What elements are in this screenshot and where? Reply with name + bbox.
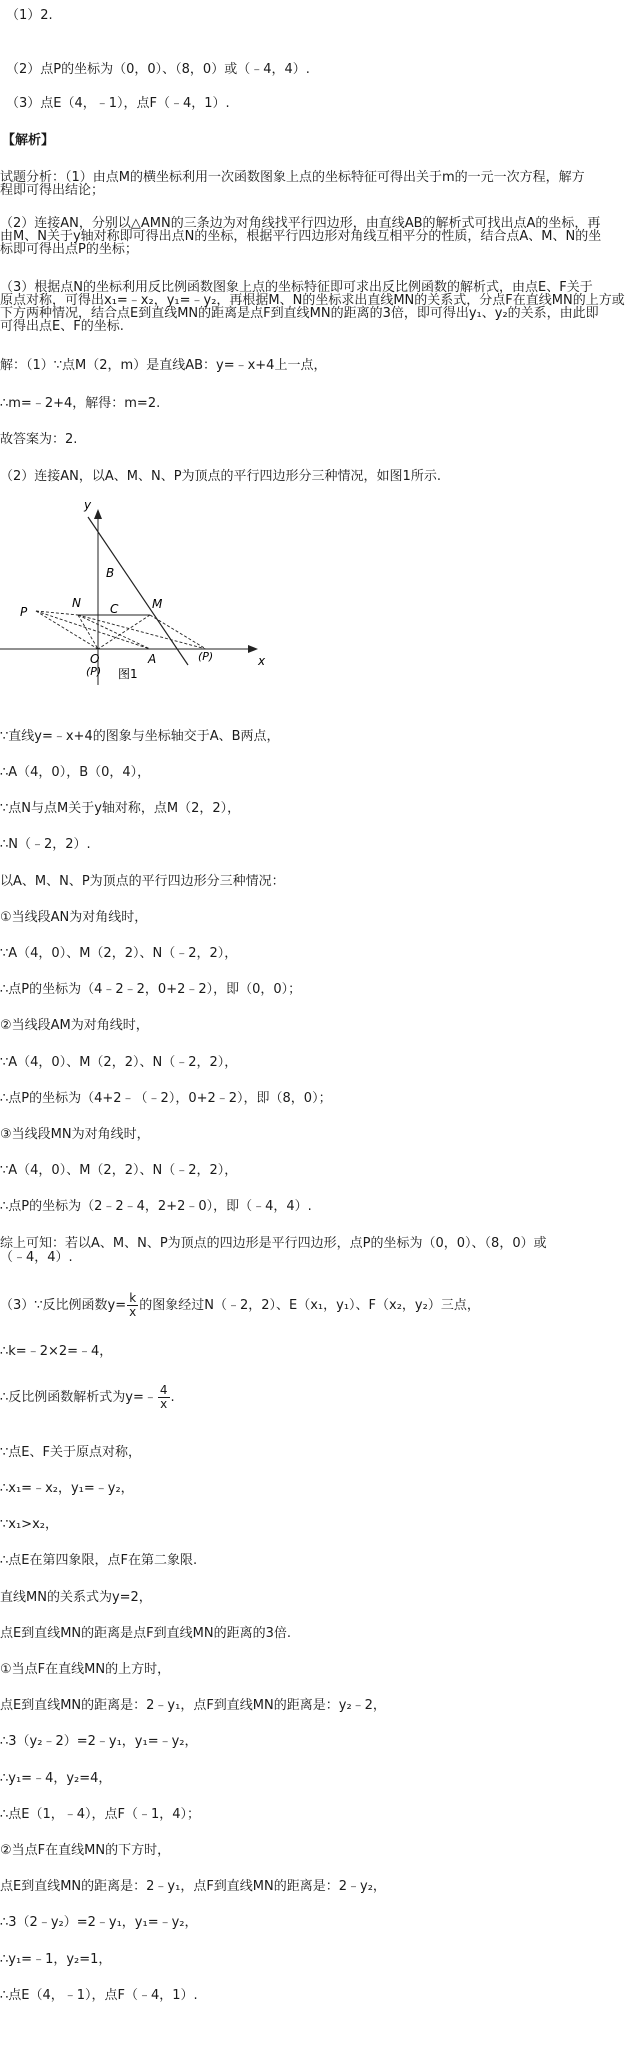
solution-line: ∵A（4，0）、M（2，2）、N（﹣2，2）， — [0, 946, 238, 961]
solution-line: ∴点P的坐标为（4﹣2﹣2，0+2﹣2），即（0，0）； — [0, 982, 302, 997]
fraction-denominator: x — [129, 1305, 137, 1319]
solution-line: ∴点E在第四象限，点F在第二象限. — [0, 1553, 198, 1568]
point-p-label: P — [20, 605, 28, 619]
analysis-line: （2）连接AN，分别以△AMN的三条边为对角线找平行四边形，由直线AB的解析式可找出点A的坐标，再 — [0, 216, 601, 231]
solution-line: ②当点F在直线MN的下方时， — [0, 1843, 171, 1858]
solution-line: ∴点E（4，﹣1），点F（﹣4，1）. — [0, 1988, 198, 2003]
analysis-line: 由M、N关于y轴对称即可得出点N的坐标，根据平行四边形对角线互相平分的性质，结合点A、M、N的坐 — [0, 229, 602, 244]
solution-line: ∴点P的坐标为（4+2﹣（﹣2），0+2﹣2），即（8，0）； — [0, 1091, 332, 1106]
point-p-bottom-label: (P) — [86, 665, 102, 678]
solution-line: ∴x₁=﹣x₂，y₁=﹣y₂， — [0, 1481, 134, 1496]
solution-line: ∵点N与点M关于y轴对称，点M（2，2）， — [0, 801, 241, 816]
x-axis-arrow-icon — [248, 645, 258, 653]
origin-label: O — [90, 652, 100, 666]
solution-line: 点E到直线MN的距离是：2﹣y₁，点F到直线MN的距离是：y₂﹣2， — [0, 1698, 386, 1713]
solution-line: ∴m=﹣2+4，解得：m=2. — [0, 396, 161, 411]
analysis-line: 程即可得出结论； — [0, 183, 105, 198]
solution-line: ∴点E（1，﹣4），点F（﹣1，4）； — [0, 1807, 201, 1822]
text-segment: . — [170, 1390, 175, 1405]
solution-line: ①当线段AN为对角线时， — [0, 910, 148, 925]
solution-line: ∵A（4，0）、M（2，2）、N（﹣2，2）， — [0, 1055, 238, 1070]
solution-line: 综上可知：若以A、M、N、P为顶点的四边形是平行四边形，点P的坐标为（0，0）、（8，0）或 — [0, 1236, 547, 1251]
solution-line: ③当线段MN为对角线时， — [0, 1127, 150, 1142]
fraction-4-over-x — [158, 1384, 170, 1411]
solution-line-fraction-2 — [0, 1384, 175, 1411]
solution-line: ∴N（﹣2，2）. — [0, 837, 91, 852]
solution-line: 直线MN的关系式为y=2， — [0, 1590, 152, 1605]
analysis-line: （3）根据点N的坐标利用反比例函数图象上点的坐标特征即可求出反比例函数的解析式，由点E、F关于 — [0, 280, 593, 295]
solution-line: （﹣4，4）. — [0, 1250, 73, 1265]
point-c-label: C — [110, 602, 119, 616]
solution-line: ∵x₁>x₂， — [0, 1517, 58, 1532]
answer-2: （2）点P的坐标为（0，0）、（8，0）或（﹣4，4）. — [6, 62, 310, 77]
solution-line: ∴y₁=﹣4，y₂=4， — [0, 1771, 112, 1786]
answer-1: （1）2. — [6, 8, 53, 23]
point-a-label: A — [148, 652, 157, 666]
figure-caption: 图1 — [118, 667, 138, 681]
point-p-right-label: (P) — [198, 650, 214, 663]
solution-line: ∵直线y=﹣x+4的图象与坐标轴交于A、B两点， — [0, 729, 280, 744]
point-b-label: B — [106, 566, 115, 580]
fraction-k-over-x — [127, 1292, 138, 1319]
solution-line-fraction-1 — [0, 1292, 480, 1319]
solution-line: ∴3（y₂﹣2）=2﹣y₁，y₁=﹣y₂， — [0, 1734, 198, 1749]
point-m-label: M — [152, 597, 163, 611]
analysis-heading: 【解析】 — [2, 133, 55, 148]
analysis-line: 下方两种情况，结合点E到直线MN的距离是点F到直线MN的距离的3倍，即可得出y₁、y₂的关系，由此即 — [0, 306, 599, 321]
analysis-line: 原点对称，可得出x₁=﹣x₂，y₁=﹣y₂，再根据M、N的坐标求出直线MN的关系式，分点F在直线MN的上方或 — [0, 293, 625, 308]
fraction-numerator: 4 — [159, 1383, 168, 1397]
solution-line: ∵点E、F关于原点对称， — [0, 1445, 141, 1460]
figure-1 — [0, 495, 270, 685]
analysis-line: 试题分析：（1）由点M的横坐标利用一次函数图象上点的坐标特征可得出关于m的一元一次方程，解方 — [0, 170, 585, 185]
solution-line: 解：（1）∵点M（2，m）是直线AB：y=﹣x+4上一点， — [0, 358, 327, 373]
y-axis-arrow-icon — [94, 509, 102, 519]
text-segment: ∴反比例函数解析式为y=﹣ — [0, 1390, 157, 1405]
fraction-denominator: x — [160, 1397, 168, 1411]
solution-line: 故答案为：2. — [0, 432, 78, 447]
solution-line: ①当点F在直线MN的上方时， — [0, 1662, 171, 1677]
solution-line: ∴k=﹣2×2=﹣4， — [0, 1344, 113, 1359]
analysis-line: 可得出点E、F的坐标. — [0, 319, 124, 334]
solution-line: 以A、M、N、P为顶点的平行四边形分三种情况： — [0, 874, 285, 889]
fraction-numerator: k — [127, 1292, 138, 1306]
point-n-label: N — [72, 596, 81, 610]
text-segment: 的图象经过N（﹣2，2）、E（x₁，y₁）、F（x₂，y₂）三点， — [139, 1298, 480, 1313]
answer-3: （3）点E（4，﹣1），点F（﹣4，1）. — [6, 96, 230, 111]
y-axis-label: y — [84, 498, 92, 512]
solution-line: ②当线段AM为对角线时， — [0, 1018, 149, 1033]
solution-line: 点E到直线MN的距离是点F到直线MN的距离的3倍. — [0, 1626, 291, 1641]
solution-line: ∴y₁=﹣1，y₂=1， — [0, 1952, 112, 1967]
text-segment: （3）∵反比例函数y= — [0, 1298, 127, 1313]
solution-line: ∵A（4，0）、M（2，2）、N（﹣2，2）， — [0, 1163, 238, 1178]
solution-line: ∴点P的坐标为（2﹣2﹣4，2+2﹣0），即（﹣4，4）. — [0, 1199, 312, 1214]
solution-line: ∴3（2﹣y₂）=2﹣y₁，y₁=﹣y₂， — [0, 1915, 198, 1930]
solution-line: （2）连接AN，以A、M、N、P为顶点的平行四边形分三种情况，如图1所示. — [0, 469, 441, 484]
solution-line: ∴A（4，0），B（0，4）， — [0, 765, 151, 780]
analysis-line: 标即可得出点P的坐标； — [0, 242, 138, 257]
solution-line: 点E到直线MN的距离是：2﹣y₁，点F到直线MN的距离是：2﹣y₂， — [0, 1879, 386, 1894]
x-axis-label: x — [258, 654, 266, 668]
